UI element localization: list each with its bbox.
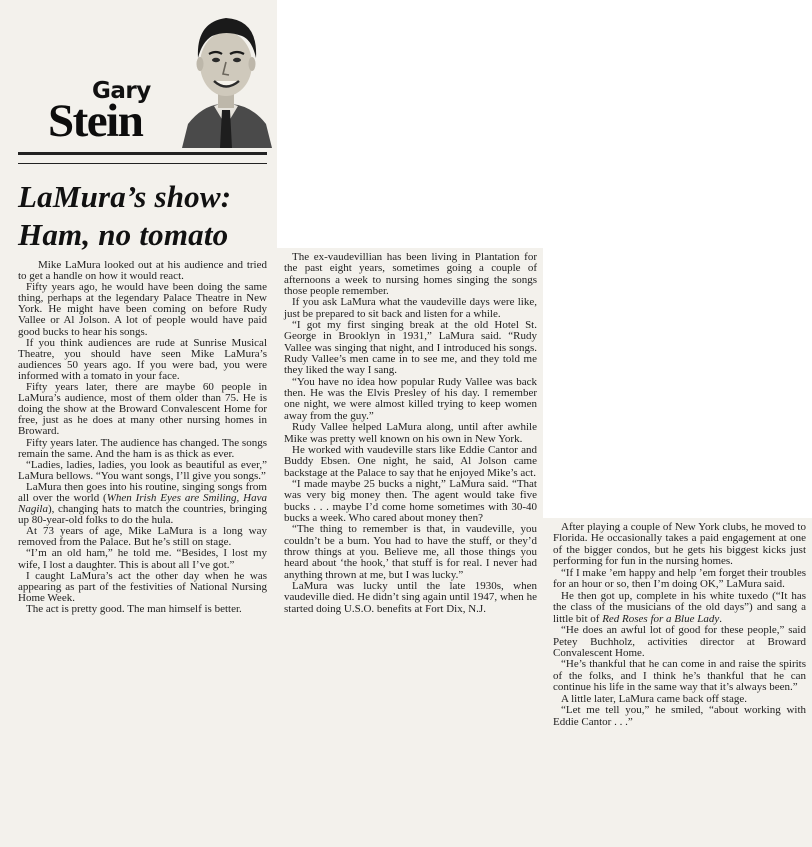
song-titles: When Irish Eyes are Smiling, Hava Nagila	[18, 491, 267, 516]
paragraph: Fifty years later. The audience has changed. The songs remain the same. And the ham is as thick as ever.	[18, 436, 267, 460]
columnist-first-name: Gary	[92, 78, 151, 104]
paragraph: “The thing to remember is that, in vaudeville, you couldn’t be a bum. You had to have the stuff, or they’d throw things at you. Believe me, all those things you heard about ‘the hook,’ that stuff is for real. I never had anything thrown at me, but I was lucky.”	[284, 523, 537, 581]
song-title: Red Roses for a Blue Lady	[602, 612, 720, 625]
paragraph: Mike LaMura looked out at his audience and tried to get a handle on how it would react.	[18, 259, 267, 283]
headline	[18, 178, 267, 254]
column-three-body	[553, 522, 806, 728]
paragraph: LaMura was lucky until the late 1930s, when vaudeville died. He didn’t sing again until 1947, when he started doing U.S.O. benefits at Fort Dix, N.J.	[284, 579, 537, 615]
paragraph: “You have no idea how popular Rudy Vallee was back then. He was the Elvis Presley of his day. I remember one night, we were almost killed trying to keep women away from the guy.”	[284, 375, 537, 422]
tuxedo-text-end: .	[719, 612, 722, 625]
paragraph: “I made maybe 25 bucks a night,” LaMura said. “That was very big money then. The agent would take five bucks . . . maybe I’d come home sometimes with 30-40 bucks a week. Who cared about money then?	[284, 477, 537, 524]
paragraph	[553, 591, 806, 625]
paragraph: “He’s thankful that he can come in and raise the spirits of the folks, and I think he’s thankful that he can continue his life in the same way that it’s always been.”	[553, 658, 806, 694]
paragraph: A little later, LaMura came back off stage.	[561, 692, 747, 705]
columnist-portrait-image	[176, 2, 276, 148]
column-two-body	[284, 252, 537, 615]
columnist-masthead	[18, 0, 267, 152]
paragraph: If you ask LaMura what the vaudeville days were like, just be prepared to sit back and listen for a while.	[284, 296, 537, 320]
masthead-rule	[18, 152, 267, 164]
paragraph: “Ladies, ladies, ladies, you look as beautiful as ever,” LaMura bellows. “You want songs, I’ll give you songs.”	[18, 458, 267, 482]
paragraph: I caught LaMura’s act the other day when he was appearing as part of the festivities of National Nursing Home Week.	[18, 569, 267, 604]
paragraph: “Let me tell you,” he smiled, “about working with Eddie Cantor . . .”	[553, 704, 806, 728]
paragraph: Fifty years later, there are maybe 60 people in LaMura’s audience, most of them older than 75. He is doing the show at the Broward Convalescent Home for free, just as he does at many other nursing homes in Broward.	[18, 381, 267, 438]
paragraph: “I’m an old ham,” he told me. “Besides, I lost my wife, I lost a daughter. This is about all I’ve got.”	[18, 547, 267, 571]
headline-line-1: LaMura’s show:	[18, 179, 232, 214]
column-one	[0, 0, 277, 847]
paragraph: At 73 years of age, Mike LaMura is a long way removed from the Palace. But he’s still on stage.	[18, 525, 267, 549]
paragraph: “I got my first singing break at the old Hotel St. George in Brooklyn in 1931,” LaMura said. “Rudy Vallee was singing that night, and I introduced his songs. Rudy Vallee’s men came in to see me, and they told me they liked the way I sang.	[284, 319, 537, 377]
paragraph: Rudy Vallee helped LaMura along, until after awhile Mike was pretty well known on his own in New York.	[284, 421, 537, 445]
tuxedo-text: He then got up, complete in his white tuxedo (“It has the class of the musicians of the old days”) and sang a little bit of	[553, 589, 806, 625]
paragraph	[18, 482, 267, 526]
paragraph: The act is pretty good. The man himself is better.	[26, 602, 242, 615]
routine-text-end: ), changing hats to match the countries, bringing up 80-year-old folks to do the hula.	[18, 503, 267, 527]
column-one-body	[18, 260, 267, 615]
columnist-last-name: Stein	[48, 95, 143, 147]
paragraph: If you think audiences are rude at Sunrise Musical Theatre, you should have seen Mike LaMura’s audiences 50 years ago. If you were bad, you were informed with a tomato in your face.	[18, 336, 267, 382]
routine-text: LaMura then goes into his routine, singing songs from all over the world (	[18, 480, 267, 504]
column-two	[277, 248, 543, 847]
paragraph: After playing a couple of New York clubs, he moved to Florida. He occasionally takes a paid engagement at one of the bigger condos, but he gets his biggest kicks just performing for fun in the nursing homes.	[553, 521, 806, 568]
paragraph: The ex-vaudevillian has been living in Plantation for the past eight years, sometimes going a couple of afternoons a week to nursing homes singing the songs those people remember.	[284, 251, 537, 298]
column-three	[543, 518, 812, 847]
paragraph: “If I make ’em happy and help ’em forget their troubles for an hour or so, then I’m doing OK,” LaMura said.	[553, 566, 806, 591]
paragraph: He worked with vaudeville stars like Eddie Cantor and Buddy Ebsen. One night, he said, Al Jolson came backstage at the Palace to say that he enjoyed Mike’s act.	[284, 443, 537, 479]
paragraph: “He does an awful lot of good for these people,” said Petey Buchholz, activities director at Broward Convalescent Home.	[553, 624, 806, 659]
paragraph: Fifty years ago, he would have been doing the same thing, perhaps at the legendary Palace Theatre in New York. He might have been coming on before Rudy Vallee or Al Jolson. A lot of people would have paid good bucks to hear his songs.	[18, 281, 267, 338]
headline-line-2: Ham, no tomato	[18, 217, 229, 252]
